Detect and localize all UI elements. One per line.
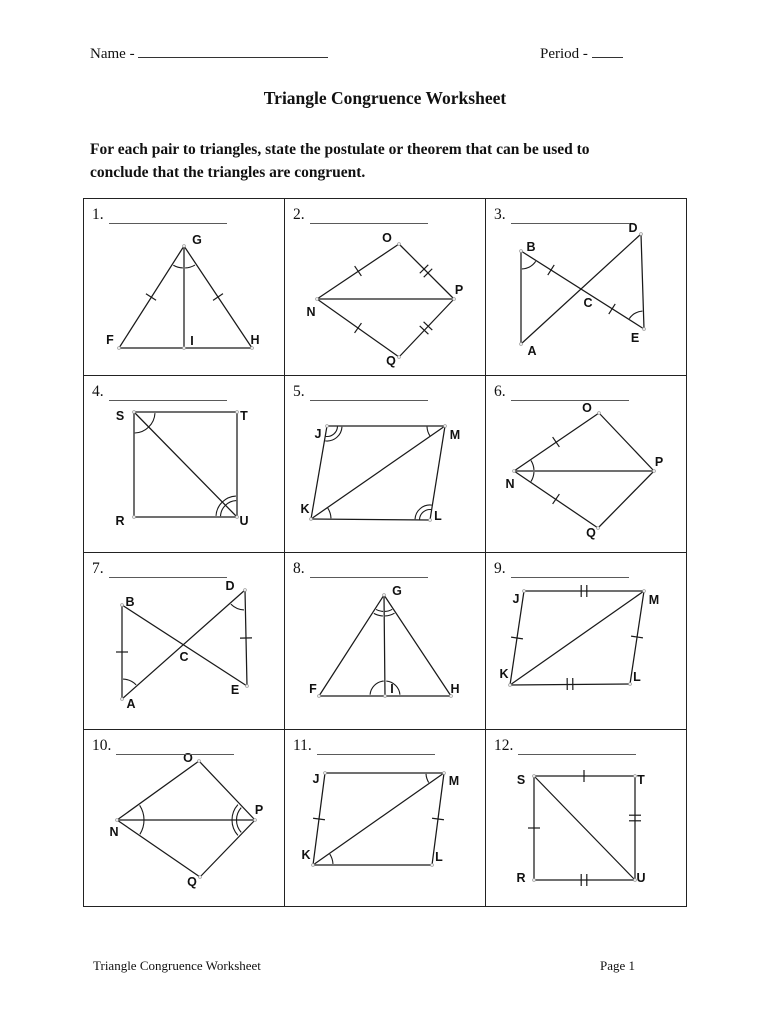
svg-text:Q: Q: [187, 875, 197, 889]
svg-text:H: H: [450, 682, 460, 696]
svg-text:K: K: [300, 502, 310, 516]
svg-text:G: G: [392, 584, 402, 598]
svg-text:A: A: [527, 344, 537, 358]
svg-text:J: J: [314, 427, 322, 441]
problem-number-12: 12.: [494, 737, 514, 754]
problem-number-4: 4.: [92, 383, 104, 400]
answer-blank-12[interactable]: [518, 740, 636, 755]
svg-text:C: C: [583, 296, 593, 310]
figure-parallelogram-JKLM-sas: [285, 730, 486, 907]
svg-text:O: O: [382, 231, 392, 245]
svg-text:N: N: [306, 305, 316, 319]
problem-cell-2: [285, 199, 486, 376]
svg-text:J: J: [512, 592, 520, 606]
figure-square-RSTU-angles: [84, 376, 285, 553]
problem-number-11: 11.: [293, 737, 312, 754]
answer-blank-8[interactable]: [310, 563, 428, 578]
svg-text:F: F: [106, 333, 114, 347]
answer-blank-2[interactable]: [310, 209, 428, 224]
answer-blank-1[interactable]: [109, 209, 227, 224]
svg-text:T: T: [637, 773, 645, 787]
svg-text:P: P: [254, 803, 264, 817]
svg-text:P: P: [654, 455, 664, 469]
svg-text:F: F: [309, 682, 317, 696]
figure-kite-NOPQ-sas: [486, 376, 687, 553]
answer-blank-9[interactable]: [511, 563, 629, 578]
svg-text:M: M: [449, 428, 461, 442]
svg-text:E: E: [630, 331, 640, 345]
figure-triangle-FGH-sas: [84, 199, 285, 376]
problem-cell-7: [84, 553, 285, 730]
figure-bowtie-ABCDE-aas: [84, 553, 285, 730]
svg-text:K: K: [499, 667, 509, 681]
page-title: Triangle Congruence Worksheet: [263, 88, 507, 108]
problems-grid: [83, 198, 687, 907]
problem-number-7: 7.: [92, 560, 104, 577]
svg-text:P: P: [454, 283, 464, 297]
svg-text:E: E: [230, 683, 240, 697]
svg-text:O: O: [582, 401, 592, 415]
svg-text:M: M: [448, 774, 460, 788]
figure-parallelogram-JKLM-sss: [486, 553, 687, 730]
answer-blank-3[interactable]: [511, 209, 629, 224]
problem-cell-10: [84, 730, 285, 907]
svg-text:O: O: [183, 751, 193, 765]
problem-number-2: 2.: [293, 206, 305, 223]
svg-text:A: A: [126, 697, 136, 711]
answer-blank-4[interactable]: [109, 386, 227, 401]
name-row: [90, 44, 328, 63]
svg-text:G: G: [192, 233, 202, 247]
svg-text:R: R: [115, 514, 125, 528]
svg-text:D: D: [225, 579, 235, 593]
svg-text:I: I: [390, 682, 394, 696]
instructions-line-2: conclude that the triangles are congruent.: [90, 163, 366, 181]
svg-text:L: L: [633, 670, 641, 684]
problem-cell-11: [285, 730, 486, 907]
answer-blank-11[interactable]: [317, 740, 435, 755]
svg-text:K: K: [301, 848, 311, 862]
footer-title: Triangle Congruence Worksheet: [93, 958, 261, 973]
svg-text:C: C: [179, 650, 189, 664]
period-input-line[interactable]: [592, 44, 623, 58]
svg-text:H: H: [250, 333, 260, 347]
problem-number-9: 9.: [494, 560, 506, 577]
answer-blank-5[interactable]: [310, 386, 428, 401]
problem-cell-4: [84, 376, 285, 553]
problem-number-10: 10.: [92, 737, 112, 754]
svg-text:U: U: [636, 871, 646, 885]
svg-text:B: B: [125, 595, 135, 609]
problem-number-1: 1.: [92, 206, 104, 223]
svg-text:D: D: [628, 221, 638, 235]
problem-cell-5: [285, 376, 486, 553]
name-label: Name -: [90, 46, 135, 62]
problem-cell-12: [486, 730, 687, 907]
instructions-line-1: For each pair to triangles, state the postulate or theorem that can be used to: [90, 141, 590, 158]
svg-text:T: T: [240, 409, 248, 423]
svg-text:N: N: [109, 825, 119, 839]
problem-cell-9: [486, 553, 687, 730]
answer-blank-10[interactable]: [116, 740, 234, 755]
figure-kite-NOPQ-sss: [285, 199, 486, 376]
figure-kite-NOPQ-asa: [84, 730, 285, 907]
problem-cell-1: [84, 199, 285, 376]
problem-number-5: 5.: [293, 383, 305, 400]
answer-blank-7[interactable]: [109, 563, 227, 578]
svg-text:B: B: [526, 240, 536, 254]
problem-number-6: 6.: [494, 383, 506, 400]
svg-text:L: L: [434, 509, 442, 523]
instructions: [90, 139, 690, 184]
problem-cell-6: [486, 376, 687, 553]
period-label: Period -: [540, 46, 588, 62]
svg-text:I: I: [190, 334, 194, 348]
svg-text:J: J: [312, 772, 320, 786]
figure-triangle-FGH-asa: [285, 553, 486, 730]
svg-text:U: U: [239, 514, 249, 528]
figure-square-RSTU-sides: [486, 730, 687, 907]
name-input-line[interactable]: [138, 44, 328, 58]
svg-text:Q: Q: [386, 354, 396, 368]
period-row: [540, 44, 623, 63]
svg-text:S: S: [115, 409, 125, 423]
problem-number-8: 8.: [293, 560, 305, 577]
svg-text:N: N: [505, 477, 515, 491]
figure-bowtie-ABCDE-asa: [486, 199, 687, 376]
svg-text:R: R: [516, 871, 526, 885]
figure-parallelogram-JKLM-angles: [285, 376, 486, 553]
svg-text:M: M: [648, 593, 660, 607]
svg-text:S: S: [516, 773, 526, 787]
svg-text:Q: Q: [586, 526, 596, 540]
problem-cell-8: [285, 553, 486, 730]
answer-blank-6[interactable]: [511, 386, 629, 401]
problem-cell-3: [486, 199, 687, 376]
svg-text:L: L: [435, 850, 443, 864]
footer-page-number: Page 1: [600, 958, 636, 973]
problem-number-3: 3.: [494, 206, 506, 223]
